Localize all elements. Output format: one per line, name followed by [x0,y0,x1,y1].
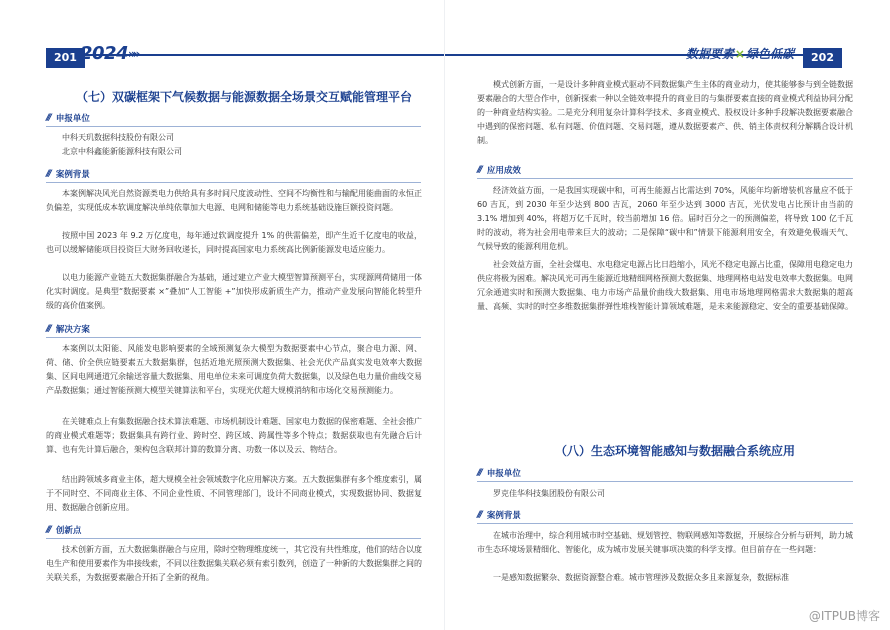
section-title-7: （七）双碳框架下气候数据与能源数据全场景交互赋能管理平台 [76,90,413,104]
label-bars-icon: /// [46,525,50,535]
label-solution: /// 解决方案 [46,324,90,335]
label-underline [477,178,853,179]
label-underline [477,523,853,524]
label-bars-icon: /// [46,169,50,179]
effect-para-2: 社会效益方面，全社会煤电、水电稳定电源占比日趋缩小，风光不稳定电源占比重，保障用电稳定电力供应将极为困难。解决风光可再生能源近地精细网格预测大数据集、地理网格电站发电效率大数据集。电网冗余通道实时和预测大数据集、电力市场产品量价曲线大数据集、用电市场地理网格需求大数据集的超高量、高频、实时的时空多维数据集群弹性堆栈智能计算领域难题，是未来能源稳定、安全的重要基础保障。 [477,260,853,311]
label-apply-unit: /// 申报单位 [46,113,90,124]
label-effect: /// 应用成效 [477,165,521,176]
label-bars-icon: /// [46,324,50,334]
background-right-para-1: 在城市治理中，综合利用城市时空基础、规划管控、物联网感知等数据，开展综合分析与研判，助力城市生态环境场景精细化、智能化，成为城市发展关键事项决策的科学支撑。但目前存在一些问题： [477,531,853,554]
page-number-left: 201 [46,48,85,68]
page-number-right: 202 [803,48,842,68]
right-page [445,0,890,630]
label-background: /// 案例背景 [46,169,90,180]
background-right-para-2: 一是感知数据繁杂、数据资源整合难。城市管理涉及数据众多且来源复杂，数据标准 [493,573,789,582]
brand-title: 数据要素×绿色低碳 [685,47,794,61]
apply-unit-2: 北京中科鑫能新能源科技有限公司 [62,147,182,156]
label-underline [46,337,421,338]
section-title-8: （八）生态环境智能感知与数据融合系统应用 [555,444,796,458]
apply-unit-1: 中科天玑数据科技股份有限公司 [62,133,174,142]
solution-para-2: 在关键难点上有集数据融合技术算法难题、市场机制设计难题、国家电力数据的保密难题、全社会推广的商业模式难题等；数据集具有跨行业、跨时空、跨区域、跨属性等多个特点；数据获取也有先融合后计算、也有先计算后融合，架构包含联邦计算的数算分离、功数一体以及云、物结合。 [46,417,422,454]
year-logo: 2024 [80,43,129,64]
label-bars-icon: /// [477,165,481,175]
effect-para-1: 经济效益方面，一是我国实现碳中和，可再生能源占比需达到 70%，风能年均新增装机容量应不低于 60 吉瓦，到 2030 年至少达到 800 吉瓦，2060 年至少达到 3000 吉瓦，光伏发电占比预计由当前的 3.1% 增加到 40%，将超万亿千瓦时，较当前增加 16 倍。届时百分之一的预测偏差，将导致 100 亿千瓦时的波动，将为社会用电带来巨大的波动；二是保障“碳中和”情景下能源利用安全，有效避免极端天气、气候导致的能源利用危机。 [477,186,853,251]
background-para-3: 以电力能源产业链五大数据集群融合为基础，通过建立产业大模型智算预测平台，实现源网荷储用一体化实时调度。是典型“数据要素 ×”叠加“人工智能 +”加快形成新质生产力，推动产业发展向智能化转型升级的高价值案例。 [46,273,422,310]
label-underline [46,126,421,127]
label-background-right: /// 案例背景 [477,510,521,521]
mode-innovation-para: 模式创新方面，一是设计多种商业模式驱动不同数据集产生主体的商业动力，使其能够参与到全链数据要素融合的大型合作中，创新探索一种以全链效率提升的商业目的与集群要素直接的商业模式利益协同分配的一种商业结构实验。二是充分利用复杂计算科学技术、多商业模式、股权设计多种手段解决数据要素融合中遇到的保密问题、私有问题、价值问题、交易问题，遵从数据要素产、供、销主体责权利分解耦合设计机制。 [477,80,853,145]
solution-para-1: 本案例以太阳能、风能发电影响要素的全域预测复杂大模型为数据要素中心节点，聚合电力源、网、荷、储、价全供应链要素五大数据集群，包括近地光照预测大数据集、社会光伏产品真实发电效率大数据集、区间电网通道冗余输送容量大数据集、用电单位未来可调度负荷大数据集，以及绿色电力量价曲线交易产品数据集；通过智能预测大模型关键算法和平台，实现光伏超大规模消纳和市场化交易预测能力。 [46,344,422,395]
label-bars-icon: /// [477,468,481,478]
background-para-2: 按照中国 2023 年 9.2 万亿度电，每年通过软调度提升 1% 的供需偏差，即产生近千亿度电的收益，也可以缓解储能项目投资巨大财务回收递长，同时提高国家电力系统高比例新能源发电适应能力。 [46,231,422,254]
label-bars-icon: /// [477,510,481,520]
watermark: @ITPUB博客 [808,609,880,623]
label-underline [46,182,421,183]
innovation-para-1: 技术创新方面，五大数据集群融合与应用，除时空物理维度统一，其它没有共性维度，他们的结合以度电生产和使用要素作为串接线索，不同以往数据集关联必须有索引数列，创造了一种新的大数据集群之间的关联关系，为数据要素融合开拓了全新的视角。 [46,545,422,582]
solution-para-3: 结出跨领域多商业主体，超大规模全社会领域数字化应用解决方案。五大数据集群有多个维度索引，属于不同时空、不同商业主体、不同企业性质、不同管理部门，设计不同商业模式，实现数据协同、数据复用、数据融合创新应用。 [46,475,422,512]
label-underline [477,481,853,482]
apply-unit-right: 罗克佳华科技集团股份有限公司 [493,489,605,498]
label-apply-unit-right: /// 申报单位 [477,468,521,479]
chevron-icon: »» [128,47,138,61]
label-underline [46,538,421,539]
label-bars-icon: /// [46,113,50,123]
background-para-1: 本案例解决风光自然资源类电力供给具有多时间尺度波动性、空间不均衡性和与输配用能曲面的永恒正负偏差，实现低成本软调度解决单纯依靠加大电源、电网和储能等电力系统基础设施巨额投资问题。 [46,189,422,212]
label-innovation: /// 创新点 [46,525,82,536]
